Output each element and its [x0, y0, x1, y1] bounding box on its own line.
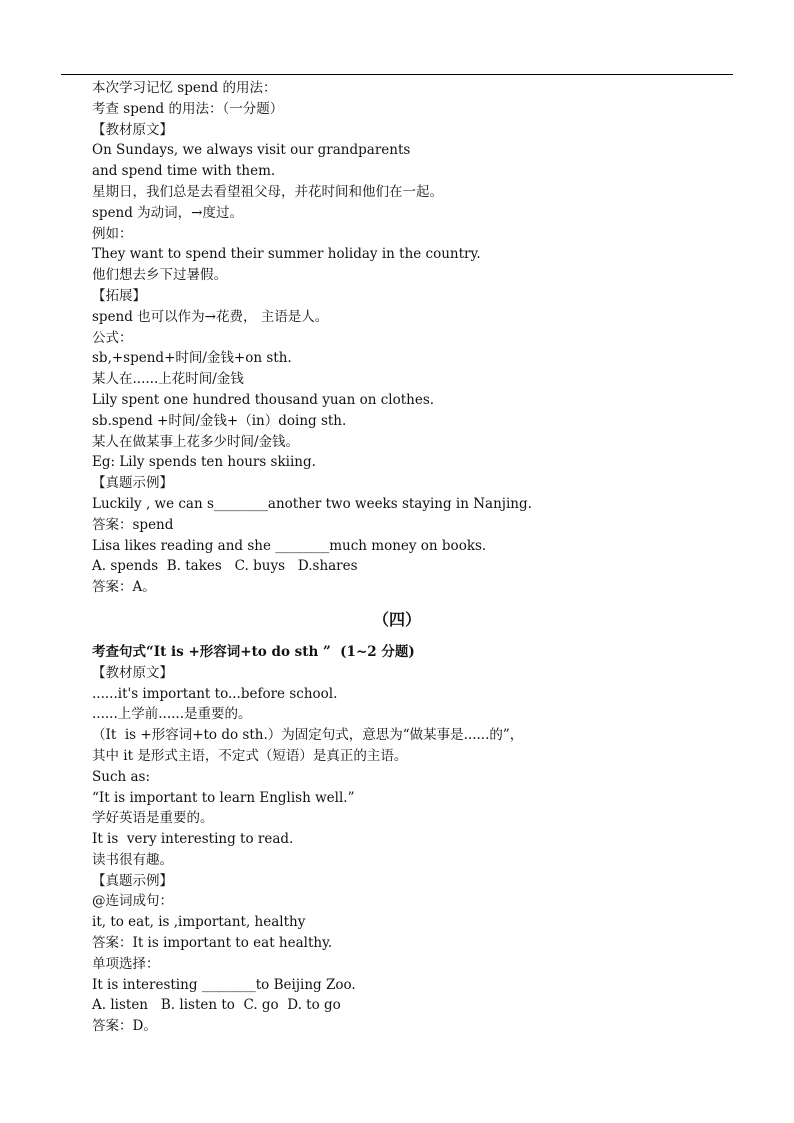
section-title: 考查句式“It is +形容词+to do sth ” (1~2 分题) [92, 643, 415, 660]
text-line: 学好英语是重要的。 [92, 810, 214, 827]
text-line: ......上学前......是重要的。 [92, 706, 252, 723]
text-line: 例如： [92, 225, 133, 242]
sentence-pattern-section [92, 642, 732, 1037]
document-content [92, 78, 732, 1037]
text-line: 考查 spend 的用法：（一分题） [92, 100, 284, 117]
text-line: 读书很有趣。 [92, 851, 173, 868]
section-heading: （四） [372, 609, 421, 629]
text-line: ......it's important to...before school. [92, 685, 338, 702]
text-line: 【教材原文】 [92, 664, 173, 681]
text-line: 其中 it 是形式主语，不定式（短语）是真正的主语。 [92, 747, 408, 764]
text-line: A. listen B. listen to C. go D. to go [92, 997, 341, 1014]
text-line: It is very interesting to read. [92, 831, 294, 848]
text-line: Eg: Lily spends ten hours skiing. [92, 454, 316, 471]
text-line: 星期日，我们总是去看望祖父母，并花时间和他们在一起。 [92, 183, 443, 200]
text-line: Such as: [92, 768, 151, 785]
text-line: 【拓展】 [92, 287, 146, 304]
text-line: 某人在......上花时间/金钱 [92, 371, 244, 388]
text-line: 单项选择： [92, 955, 160, 972]
text-line: A. spends B. takes C. buys D.shares [92, 558, 358, 575]
text-line: sb,+spend+时间/金钱+on sth. [92, 350, 292, 367]
text-line: and spend time with them. [92, 163, 276, 180]
text-line: 【真题示例】 [92, 872, 173, 889]
text-line: It is interesting ________to Beijing Zoo. [92, 976, 356, 993]
text-line: 公式： [92, 329, 133, 346]
text-line: 答案：It is important to eat healthy. [92, 935, 333, 952]
text-line: spend 也可以作为→花费， 主语是人。 [92, 308, 329, 325]
text-line: @连词成句： [92, 893, 173, 910]
spend-usage-section [92, 78, 732, 598]
text-line: On Sundays, we always visit our grandparents [92, 142, 411, 159]
text-line: “It is important to learn English well.” [92, 789, 355, 806]
text-line: sb.spend +时间/金钱+（in）doing sth. [92, 412, 347, 429]
text-line: 某人在做某事上花多少时间/金钱。 [92, 433, 300, 450]
text-line: 答案：spend [92, 516, 174, 533]
text-line: Lily spent one hundred thousand yuan on clothes. [92, 391, 435, 408]
text-line: 【教材原文】 [92, 121, 173, 138]
text-line: 答案：D。 [92, 1018, 157, 1035]
text-line: （It is +形容词+to do sth.）为固定句式，意思为“做某事是......的”， [92, 727, 524, 744]
text-line: 【真题示例】 [92, 475, 173, 492]
text-line: They want to spend their summer holiday in the country. [92, 246, 481, 263]
text-line: Lisa likes reading and she ________much money on books. [92, 537, 487, 554]
text-line: 他们想去乡下过暑假。 [92, 267, 227, 284]
text-line: Luckily , we can s________another two weeks staying in Nanjing. [92, 495, 532, 512]
text-line: spend 为动词，→度过。 [92, 204, 243, 221]
text-line: 本次学习记忆 spend 的用法： [92, 80, 277, 96]
header-rule [61, 74, 733, 75]
text-line: it, to eat, is ,important, healthy [92, 914, 306, 931]
text-line: 答案：A。 [92, 579, 156, 596]
